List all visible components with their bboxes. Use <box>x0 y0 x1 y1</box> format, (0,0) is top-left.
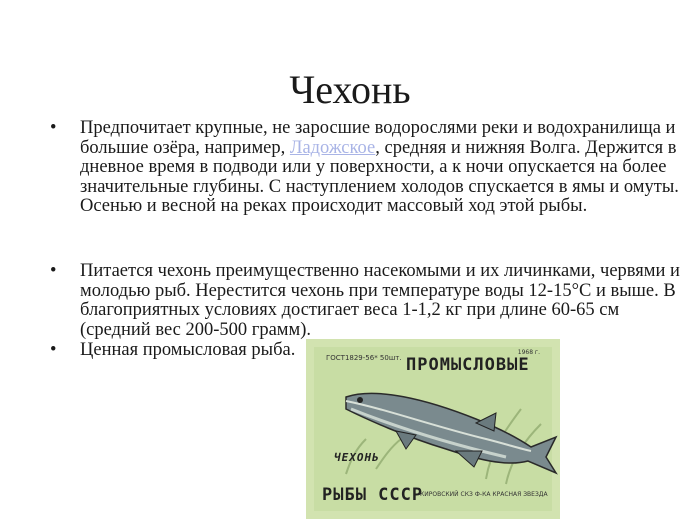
bullet-dot: • <box>50 118 57 138</box>
bullet-text: Предпочитает крупные, не заросшие водорослями реки и водохранилища и большие озёра, например, <box>80 118 676 158</box>
page-title: Чехонь <box>289 67 411 112</box>
label-bottom-word: РЫБЫ СССР <box>322 485 424 505</box>
label-maker: КИРОВСКИЙ СКЗ Ф-КА КРАСНАЯ ЗВЕЗДА <box>420 491 548 498</box>
fish-eye-icon <box>357 397 363 403</box>
label-fish-name: ЧЕХОНЬ <box>334 451 380 464</box>
bullet-text: , средняя и нижняя Волга. Держится в дневное время в подводи или у поверхности, а к ночи опускается на более значительные глубины. С наступлением холодов спускается в ямы и омуты. Осенью и весной на реках происходит массовый ход этой рыбы. <box>80 137 679 216</box>
gost-text: ГОСТ1829-56* 50шт. <box>326 354 402 362</box>
bullet-item <box>50 262 690 340</box>
bullet-text: Ценная промысловая рыба. <box>80 340 296 360</box>
year-text: 1968 г. <box>517 349 540 356</box>
bullet-text: Питается чехонь преимущественно насекомыми и их личинками, червями и молодью рыб. Нерестится чехонь при температуре воды 12-15°С и выше. В благоприятных условиях достигает веса 1-1,2 кг при длине 60-65 см (средний вес 200-500 грамм). <box>80 261 680 340</box>
matchbox-label-image <box>306 339 560 519</box>
ladoga-link[interactable]: Ладожское <box>289 137 376 158</box>
label-top-word: ПРОМЫСЛОВЫЕ <box>406 355 530 375</box>
bullet-item <box>50 119 690 217</box>
bullet-dot: • <box>50 340 57 360</box>
bullet-dot: • <box>50 261 57 281</box>
